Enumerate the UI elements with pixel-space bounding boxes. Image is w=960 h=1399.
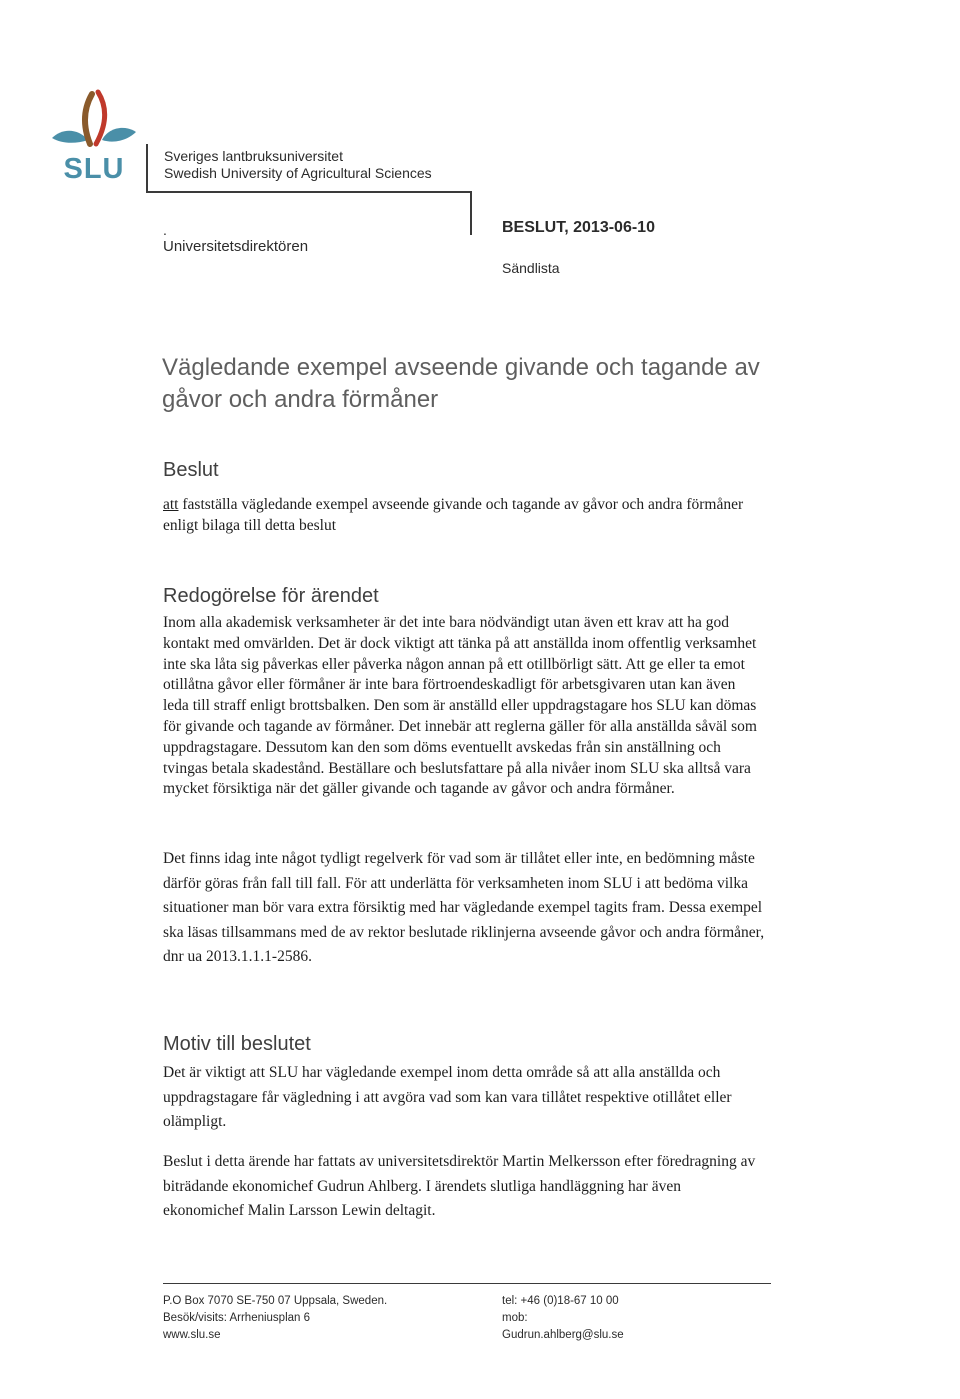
footer-address: P.O Box 7070 SE-750 07 Uppsala, Sweden.: [163, 1295, 388, 1307]
section-heading-motiv: Motiv till beslutet: [163, 1033, 311, 1055]
logo-leaf-right: [102, 128, 136, 142]
beslut-body: fastställa vägledande exempel avseende givande och tagande av gåvor och andra förmåner enligt bilaga till detta beslut: [163, 496, 744, 534]
logo-leaf-left: [52, 131, 88, 143]
distribution-list: Sändlista: [502, 260, 560, 276]
section-heading-redogorelse: Redogörelse för ärendet: [163, 585, 379, 607]
beslut-text: [163, 494, 763, 536]
section-heading-beslut: Beslut: [163, 459, 219, 481]
university-name-sv: Sveriges lantbruksuniversitet: [164, 148, 343, 164]
footer-contact-right: [502, 1293, 624, 1344]
footer-tel: tel: +46 (0)18-67 10 00: [502, 1295, 619, 1307]
university-name-en: Swedish University of Agricultural Sciences: [164, 165, 432, 181]
logo-stem-right: [96, 92, 105, 144]
redogorelse-paragraph-1: Inom alla akademisk verksamheter är det inte bara nödvändigt utan även ett krav att ha god kontakt med omvärlden. Det är dock viktigt att tänka på att anställda inom offentlig verksamhet inte ska låta sig påverkas eller påverka någon annan på ett otillbörligt sätt. Att ge eller ta emot otillåtna gåvor eller förmåner är inte bara förtroendeskadligt för arbetsgivaren utan kan även leda till straff enligt brottsbalken. Den som är anställd eller uppdragstagare hos SLU kan dömas för givande och tagande av förmåner. Det innebär att reglerna gäller för alla anställda såväl som uppdragstagare. Dessutom kan den som döms eventuellt avskedas från sin anställning och tvingas betala skadestånd. Beställare och beslutsfattare på alla nivåer inom SLU ska alltså vara mycket försiktiga när det gäller givande och tagande av gåvor och andra förmåner.: [163, 614, 757, 798]
motiv-paragraph-2: Beslut i detta ärende har fattats av universitetsdirektör Martin Melkersson efter föredragning av biträdande ekonomichef Gudrun Ahlberg. I ärendets slutliga handläggning har även ekonomichef Malin Larsson Lewin deltagit.: [163, 1153, 756, 1219]
footer-mob: mob:: [502, 1312, 528, 1324]
beslut-lead: att: [163, 496, 179, 513]
logo-stem-left: [85, 94, 92, 144]
department: Universitetsdirektören: [163, 238, 309, 255]
footer-email-link[interactable]: Gudrun.ahlberg@slu.se: [502, 1329, 624, 1341]
department-marker: .: [163, 222, 167, 238]
footer-web-link[interactable]: www.slu.se: [163, 1329, 221, 1341]
slu-logo: [48, 88, 140, 188]
header-rule-vertical-right: [470, 191, 472, 235]
page-title: Vägledande exempel avseende givande och tagande av gåvor och andra förmåner: [162, 354, 760, 413]
footer-contact-left: [163, 1293, 387, 1344]
header-rule-horizontal: [146, 191, 472, 193]
header-rule-vertical: [146, 144, 148, 192]
decision-date: BESLUT, 2013-06-10: [502, 219, 655, 236]
logo-text: SLU: [63, 153, 125, 185]
footer-visits: Besök/visits: Arrheniusplan 6: [163, 1312, 311, 1324]
motiv-paragraph-1: Det är viktigt att SLU har vägledande exempel inom detta område så att alla anställda och uppdragstagare får vägledning i att avgöra vad som kan vara tillåtet respektive otillåtet eller olämpligt.: [163, 1064, 732, 1130]
redogorelse-paragraph-2: Det finns idag inte något tydligt regelverk för vad som är tillåtet eller inte, en bedömning måste därför göras från fall till fall. För att underlätta för verksamheten inom SLU i att bedöma vilka situationer man bör vara extra försiktig med har vägledande exempel tagits fram. Dessa exempel ska läsas tillsammans med de av rektor beslutade riklinjerna avseende gåvor och andra förmåner, dnr ua 2013.1.1.1-2586.: [163, 850, 765, 965]
footer-rule: [163, 1283, 771, 1284]
